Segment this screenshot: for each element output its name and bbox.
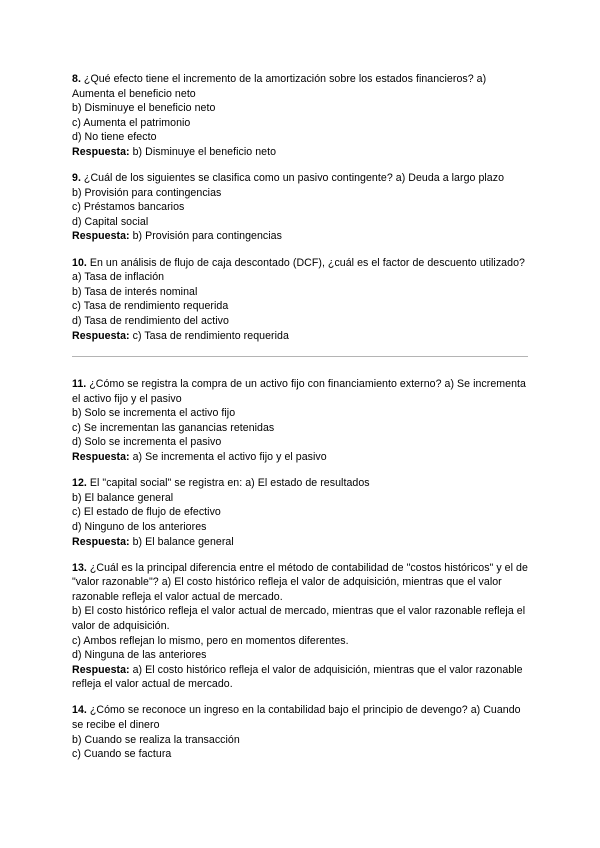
answer-line (72, 229, 528, 244)
option-c: c) Aumenta el patrimonio (72, 116, 191, 129)
answer-label: Respuesta: (72, 329, 130, 342)
option-c: c) Cuando se factura (72, 748, 172, 761)
horizontal-divider (72, 356, 528, 357)
question-text: ¿Cómo se reconoce un ingreso en la contabilidad bajo el principio de devengo? a) Cuando se recibe el dinero (72, 704, 521, 732)
question-stem (72, 476, 528, 491)
option-b: b) Tasa de interés nominal (72, 285, 198, 298)
answer-text: b) Provisión para contingencias (129, 230, 282, 243)
question-number: 14. (72, 704, 87, 717)
answer-line (72, 145, 528, 160)
question-9 (72, 171, 528, 244)
option-b: b) El costo histórico refleja el valor actual de mercado, mientras que el valor razonable refleja el valor de adquisición. (72, 605, 526, 632)
question-text: En un análisis de flujo de caja descontado (DCF), ¿cuál es el factor de descuento utilizado? a) Tasa de inflación (72, 256, 525, 284)
question-12 (72, 476, 528, 549)
answer-text: b) Disminuye el beneficio neto (129, 145, 277, 158)
question-text: ¿Qué efecto tiene el incremento de la amortización sobre los estados financieros? a) Aumenta el beneficio neto (72, 73, 487, 100)
option-c: c) Se incrementan las ganancias retenidas (72, 421, 275, 434)
option-d: d) Ninguna de las anteriores (72, 649, 207, 662)
question-number: 8. (72, 73, 81, 85)
question-text: ¿Cuál es la principal diferencia entre el método de contabilidad de "costos históricos" y el de "valor razonable"? a) El costo histórico refleja el valor de adquisición, mientras que el valor razonable refleja el valor actual de mercado. (72, 561, 528, 603)
question-stem (72, 256, 528, 285)
question-number: 11. (72, 378, 87, 391)
option-d: d) No tiene efecto (72, 131, 157, 144)
answer-line (72, 450, 528, 465)
answer-text: a) El costo histórico refleja el valor de adquisición, mientras que el valor razonable refleja el valor actual de mercado. (72, 663, 523, 691)
option-c: c) Préstamos bancarios (72, 201, 185, 214)
answer-label: Respuesta: (72, 535, 130, 548)
question-number: 9. (72, 172, 81, 185)
answer-label: Respuesta: (72, 451, 130, 464)
question-13 (72, 561, 528, 692)
option-b: b) Solo se incrementa el activo fijo (72, 407, 236, 420)
question-stem (72, 377, 528, 406)
answer-line (72, 329, 528, 344)
option-c: c) El estado de flujo de efectivo (72, 506, 221, 519)
answer-text: c) Tasa de rendimiento requerida (129, 329, 289, 342)
question-text: ¿Cuál de los siguientes se clasifica como un pasivo contingente? a) Deuda a largo plazo (80, 172, 505, 185)
answer-label: Respuesta: (72, 145, 130, 158)
question-stem (72, 561, 528, 605)
question-stem (72, 72, 528, 101)
option-d: d) Tasa de rendimiento del activo (72, 314, 229, 327)
question-10 (72, 256, 528, 344)
question-text: El "capital social" se registra en: a) El estado de resultados (86, 477, 370, 490)
question-stem (72, 703, 528, 732)
option-b: b) Disminuye el beneficio neto (72, 102, 216, 115)
document-page (72, 72, 528, 773)
question-11 (72, 377, 528, 465)
answer-label: Respuesta: (72, 230, 130, 243)
question-number: 12. (72, 477, 87, 490)
answer-text: b) El balance general (129, 535, 234, 548)
question-14 (72, 703, 528, 761)
option-c: c) Tasa de rendimiento requerida (72, 300, 229, 313)
option-d: d) Solo se incrementa el pasivo (72, 436, 222, 449)
question-8 (72, 72, 528, 160)
answer-line (72, 663, 528, 692)
option-b: b) El balance general (72, 491, 174, 504)
question-number: 13. (72, 561, 87, 574)
option-b: b) Provisión para contingencias (72, 186, 222, 199)
question-text: ¿Cómo se registra la compra de un activo fijo con financiamiento externo? a) Se incrementa el activo fijo y el pasivo (72, 378, 526, 405)
question-stem (72, 171, 528, 186)
answer-label: Respuesta: (72, 663, 130, 676)
option-d: d) Capital social (72, 215, 149, 228)
answer-line (72, 535, 528, 550)
option-c: c) Ambos reflejan lo mismo, pero en momentos diferentes. (72, 634, 349, 647)
option-b: b) Cuando se realiza la transacción (72, 733, 240, 746)
answer-text: a) Se incrementa el activo fijo y el pasivo (129, 451, 327, 464)
question-number: 10. (72, 256, 87, 269)
option-d: d) Ninguno de los anteriores (72, 520, 207, 533)
